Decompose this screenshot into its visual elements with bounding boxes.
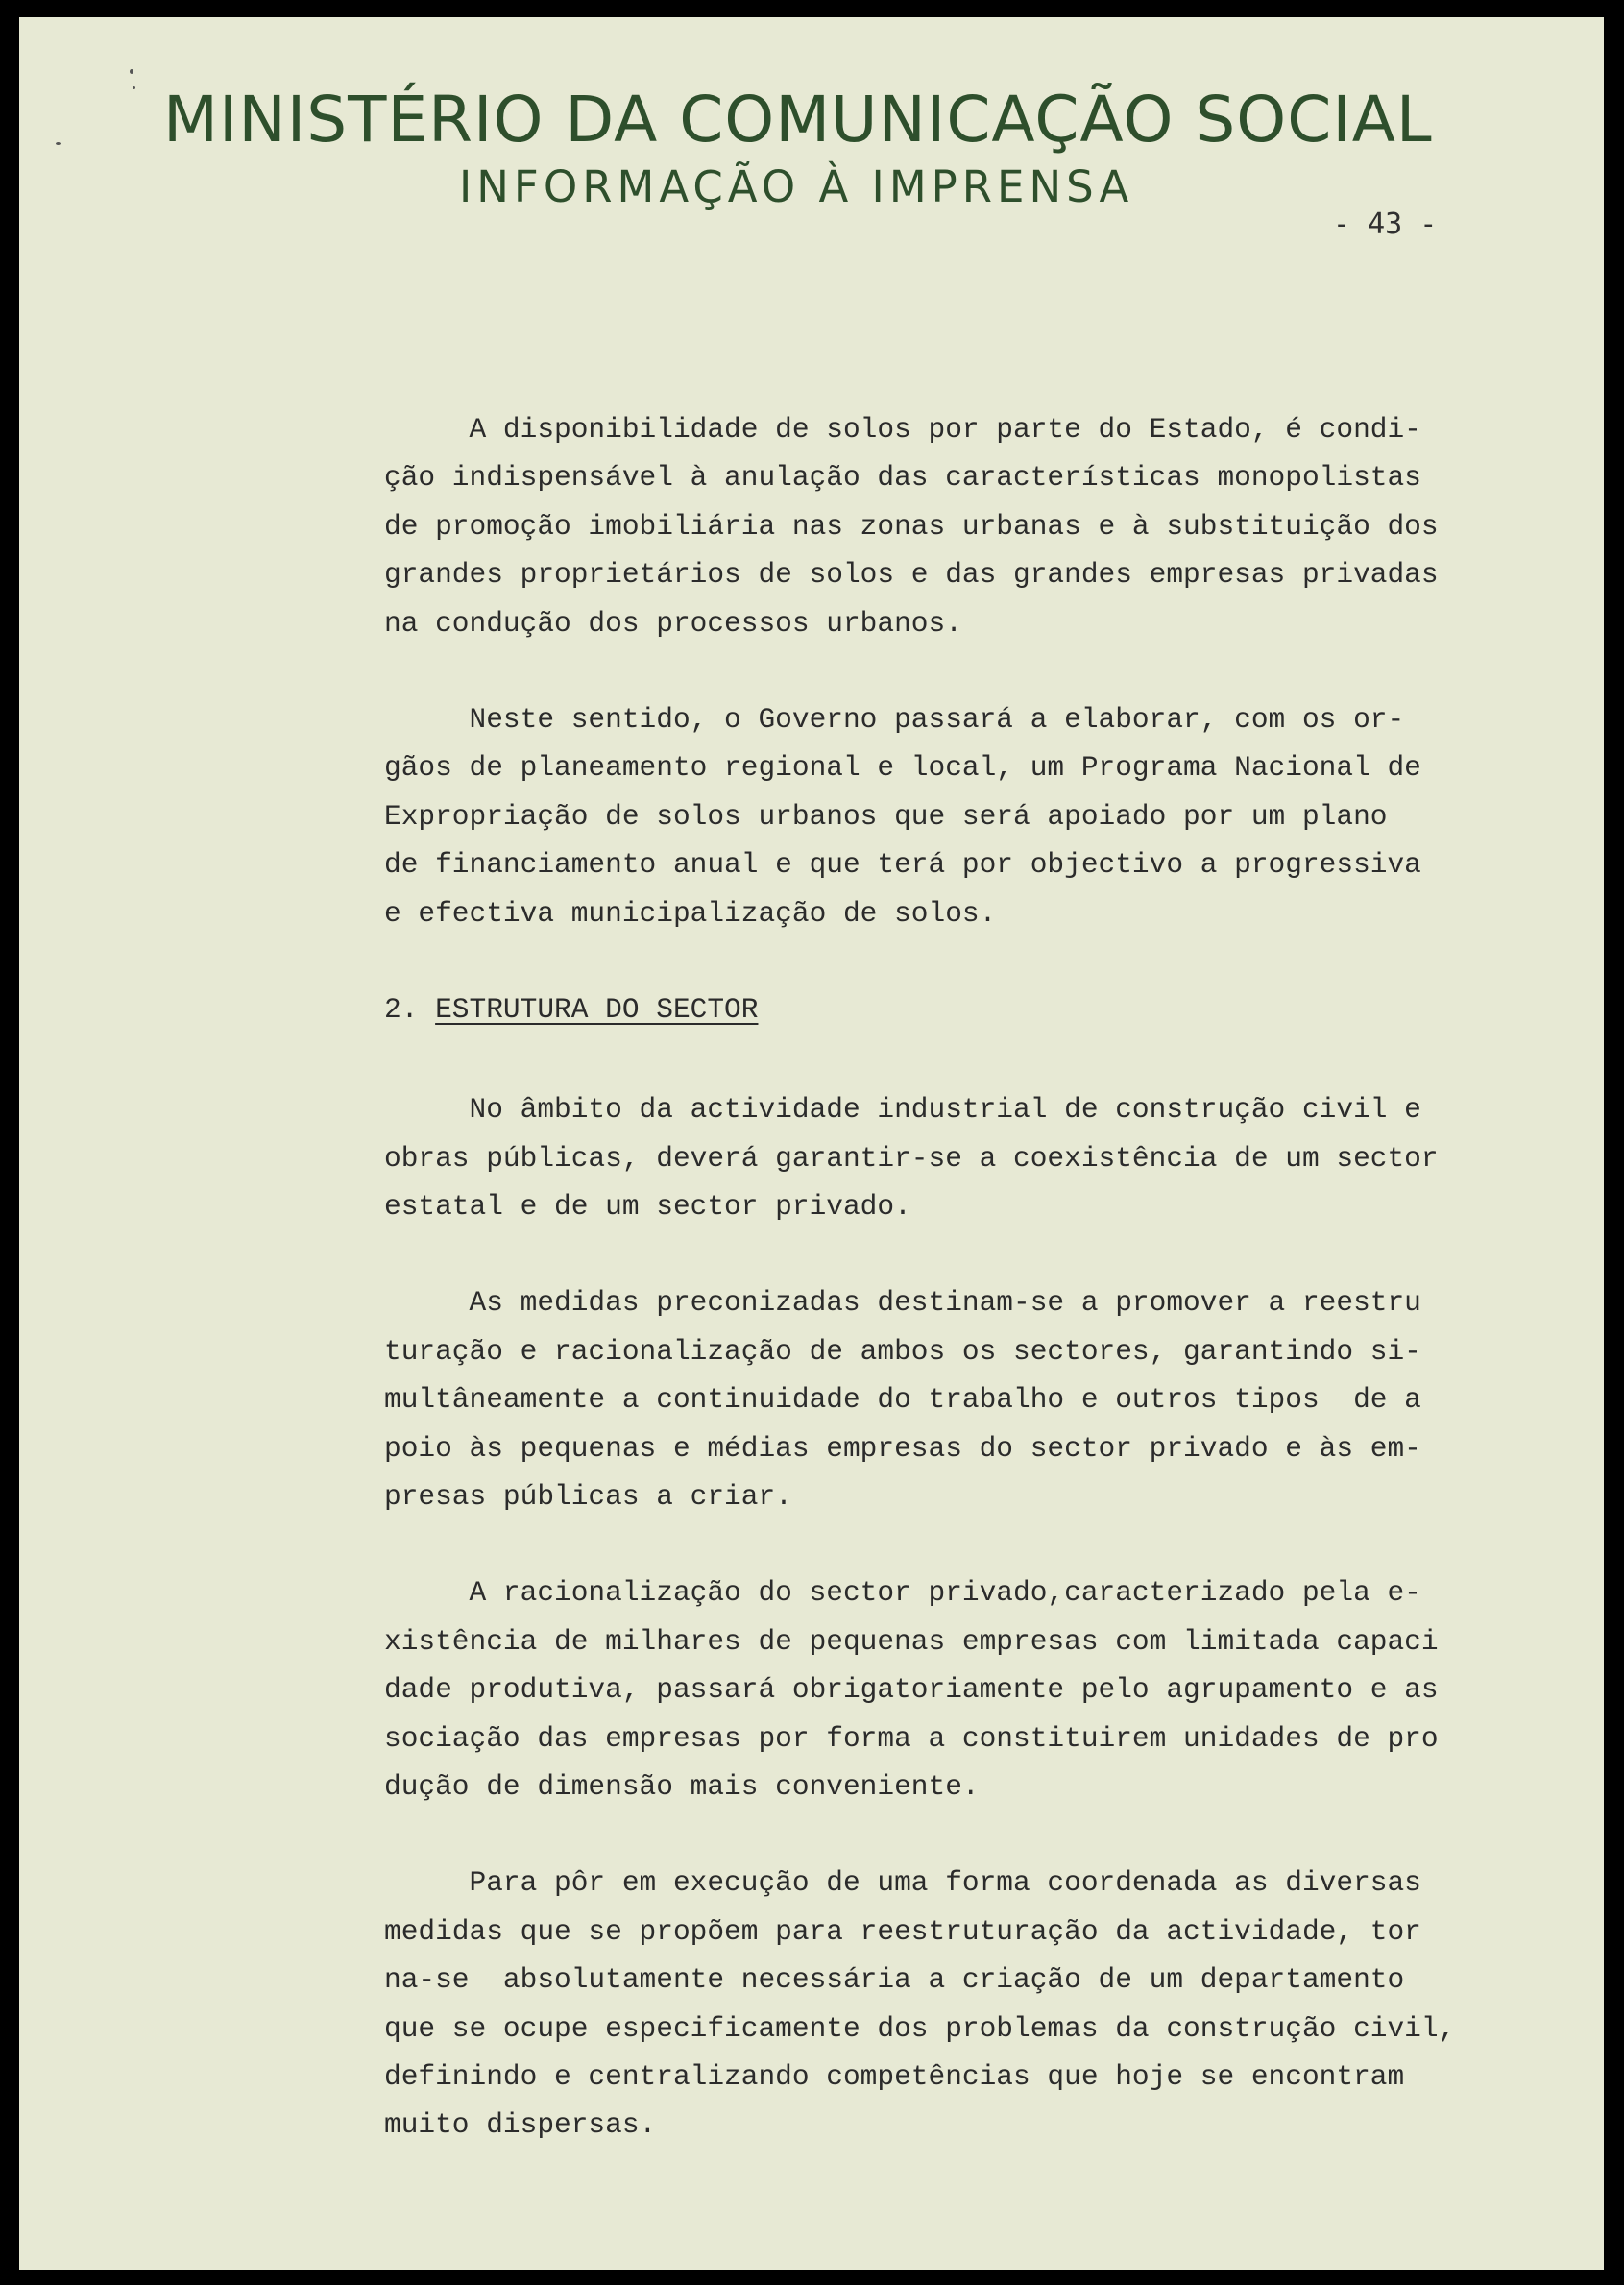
text-line: gãos de planeamento regional e local, um Programa Nacional de — [384, 751, 1421, 785]
text-line: poio às pequenas e médias empresas do sector privado e às em- — [384, 1431, 1421, 1465]
text-line: na condução dos processos urbanos. — [384, 606, 962, 640]
document-page — [19, 17, 1604, 2270]
text-line: Neste sentido, o Governo passará a elaborar, com os or- — [384, 702, 1405, 736]
text-line: estatal e de um sector privado. — [384, 1190, 911, 1224]
text-line: xistência de milhares de pequenas empresas com limitada capaci — [384, 1624, 1439, 1658]
paragraph-4 — [384, 1278, 1527, 1520]
text-line: dade produtiva, passará obrigatoriamente pelo agrupamento e as — [384, 1673, 1439, 1707]
paragraph-5 — [384, 1568, 1527, 1811]
text-line: definindo e centralizando competências que hoje se encontram — [384, 2059, 1405, 2093]
text-line: sociação das empresas por forma a constituirem unidades de pro — [384, 1721, 1439, 1755]
text-line: Para pôr em execução de uma forma coordenada as diversas — [384, 1866, 1421, 1900]
paragraph-1 — [384, 405, 1527, 647]
text-line: turação e racionalização de ambos os sectores, garantindo si- — [384, 1334, 1421, 1368]
text-line: No âmbito da actividade industrial de construção civil e — [384, 1093, 1421, 1127]
text-line: de financiamento anual e que terá por objectivo a progressiva — [384, 848, 1421, 882]
text-line: e efectiva municipalização de solos. — [384, 896, 997, 930]
text-line: dução de dimensão mais conveniente. — [384, 1769, 980, 1803]
text-line: A disponibilidade de solos por parte do Estado, é condi- — [384, 413, 1421, 446]
text-line: obras públicas, deverá garantir-se a coexistência de um sector — [384, 1141, 1439, 1175]
text-line: ção indispensável à anulação das características monopolistas — [384, 461, 1421, 495]
text-line: medidas que se propõem para reestruturação da actividade, tor — [384, 1914, 1421, 1948]
section-number: 2. — [384, 992, 419, 1026]
section-heading — [384, 985, 1527, 1033]
text-line: presas públicas a criar. — [384, 1480, 792, 1514]
section-title: ESTRUTURA DO SECTOR — [435, 992, 759, 1026]
paragraph-3 — [384, 1085, 1527, 1230]
text-line: multâneamente a continuidade do trabalho e outros tipos de a — [384, 1383, 1421, 1417]
text-line: As medidas preconizadas destinam-se a promover a reestru — [384, 1286, 1421, 1320]
text-line: que se ocupe especificamente dos problemas da construção civil, — [384, 2011, 1456, 2045]
text-line: na-se absolutamente necessária a criação de um departamento — [384, 1963, 1405, 1997]
ministry-title: MINISTÉRIO DA COMUNICAÇÃO SOCIAL — [163, 83, 1433, 157]
paragraph-6 — [384, 1859, 1527, 2149]
typewritten-body — [384, 405, 1527, 2150]
text-line: grandes proprietários de solos e das grandes empresas privadas — [384, 558, 1439, 592]
paragraph-2 — [384, 695, 1527, 937]
text-line: muito dispersas. — [384, 2108, 657, 2142]
text-line: Expropriação de solos urbanos que será apoiado por um plano — [384, 799, 1388, 833]
text-line: de promoção imobiliária nas zonas urbanas e à substituição dos — [384, 509, 1439, 543]
page-number: - 43 - — [1333, 207, 1438, 241]
text-line: A racionalização do sector privado,caracterizado pela e- — [384, 1576, 1421, 1610]
department-subtitle: INFORMAÇÃO À IMPRENSA — [459, 161, 1134, 212]
